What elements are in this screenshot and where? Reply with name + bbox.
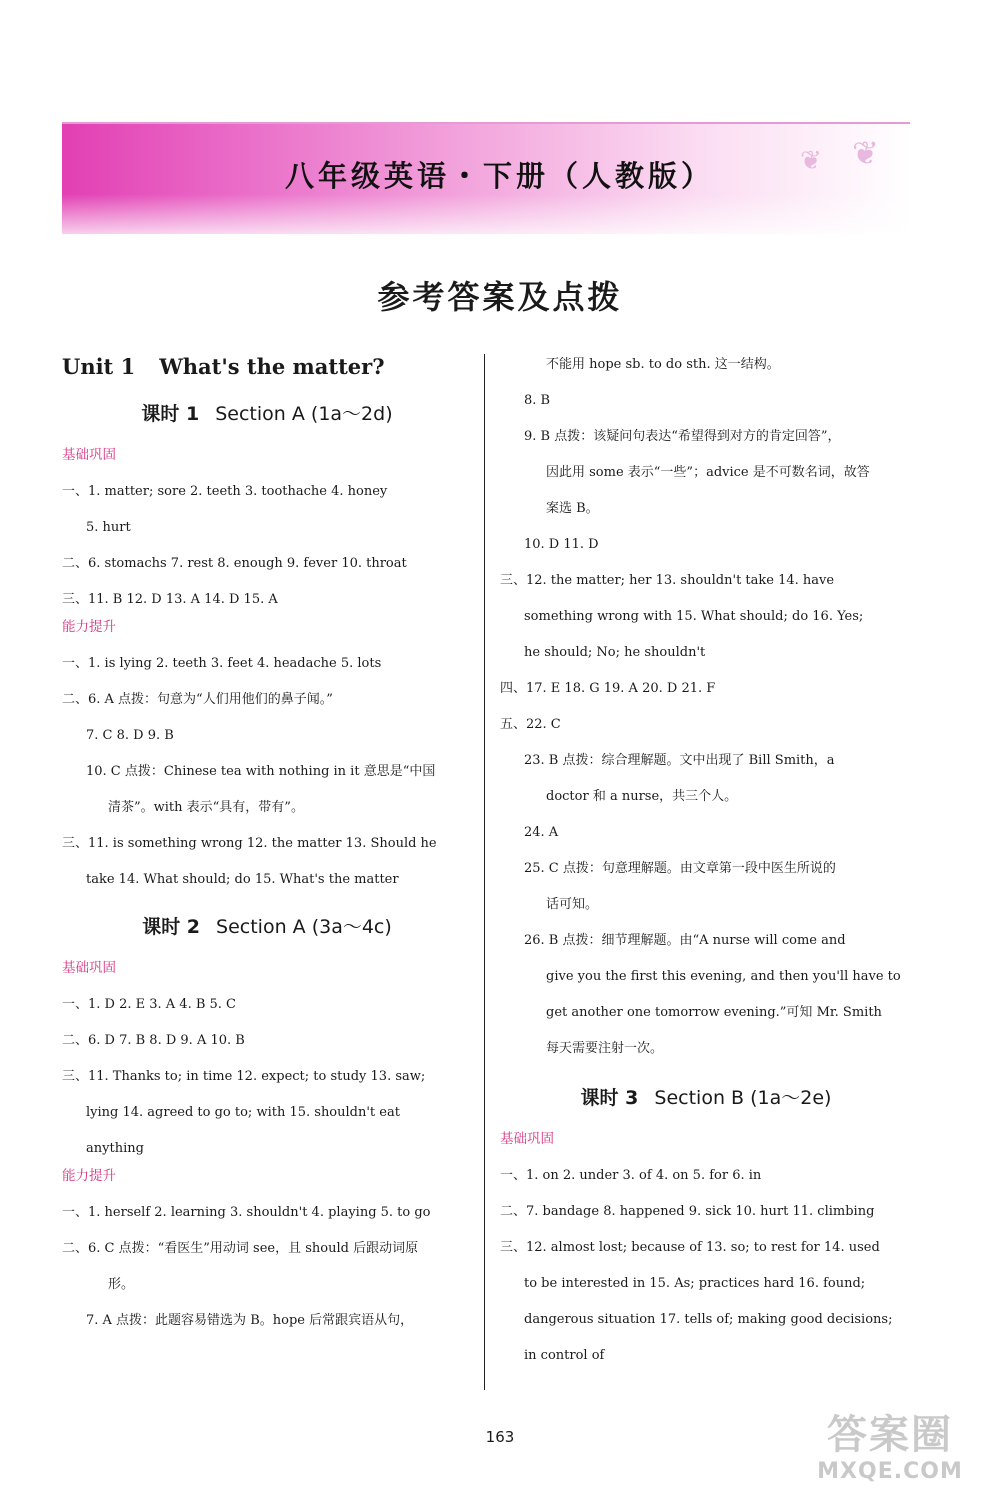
answer-line: dangerous situation 17. tells of; making good decisions; [524, 1312, 893, 1327]
answer-line: 一、1. D 2. E 3. A 4. B 5. C [62, 997, 237, 1012]
answer-line: 三、12. the matter; her 13. shouldn't take 14. have [500, 573, 835, 588]
answer-line: get another one tomorrow evening.”可知 Mr. Smith [546, 1005, 882, 1020]
butterfly-icon: ❦ [800, 146, 822, 176]
butterfly-icon: ❦ [852, 134, 879, 172]
answer-line: 话可知。 [546, 897, 599, 912]
watermark-domain: MXQE.COM [817, 1459, 963, 1484]
answer-line: 二、6. A 点拨：句意为“人们用他们的鼻子闻。” [62, 692, 333, 707]
answer-line: 26. B 点拨：细节理解题。由“A nurse will come and [524, 933, 846, 948]
answer-line: 二、6. D 7. B 8. D 9. A 10. B [62, 1033, 245, 1048]
answer-line: 10. D 11. D [524, 537, 599, 552]
answer-line: 二、6. stomachs 7. rest 8. enough 9. fever 10. throat [62, 556, 407, 571]
answer-line: something wrong with 15. What should; do 16. Yes; [524, 609, 864, 624]
answer-line: 每天需要注射一次。 [546, 1041, 664, 1056]
answer-line: 二、6. C 点拨：“看医生”用动词 see，且 should 后跟动词原 [62, 1241, 419, 1256]
subsection-basic: 基础巩固 [62, 960, 116, 976]
answer-line: 因此用 some 表示“一些”；advice 是不可数名词，故答 [546, 465, 870, 480]
answer-line: 23. B 点拨：综合理解题。文中出现了 Bill Smith，a [524, 753, 835, 768]
answer-line: to be interested in 15. As; practices hard 16. found; [524, 1276, 866, 1291]
answer-line: 一、1. herself 2. learning 3. shouldn't 4. playing 5. to go [62, 1205, 431, 1220]
lesson-number: 课时 2 [142, 916, 201, 938]
answer-line: give you the first this evening, and then you'll have to [546, 969, 901, 984]
lesson-section: Section A (1a～2d) [215, 403, 393, 425]
answer-line: he should; No; he shouldn't [524, 645, 706, 660]
banner-fade [62, 194, 910, 234]
column-divider [484, 354, 485, 1390]
answer-line: 24. A [524, 825, 559, 840]
page-number: 163 [485, 1428, 515, 1446]
answer-line: 三、11. is something wrong 12. the matter 13. Should he [62, 836, 437, 851]
lesson-section: Section B (1a～2e) [654, 1087, 832, 1109]
answer-line: 三、11. B 12. D 13. A 14. D 15. A [62, 592, 278, 607]
lesson-heading [62, 912, 472, 939]
answer-line: 9. B 点拨：该疑问句表达“希望得到对方的肯定回答”， [524, 429, 841, 444]
banner-title: 八年级英语・下册（人教版） [285, 159, 715, 193]
subsection-basic: 基础巩固 [62, 447, 116, 463]
answer-line: doctor 和 a nurse，共三个人。 [546, 789, 738, 804]
answer-line: 7. C 8. D 9. B [86, 728, 174, 743]
answer-line: 五、22. C [500, 717, 561, 732]
right-column [500, 347, 912, 1374]
unit-number: Unit 1 [62, 354, 136, 379]
answer-line: take 14. What should; do 15. What's the matter [86, 872, 399, 887]
lesson-section: Section A (3a～4c) [216, 916, 392, 938]
answer-line: in control of [524, 1348, 605, 1363]
lesson-number: 课时 1 [141, 403, 200, 425]
answer-line: lying 14. agreed to go to; with 15. shouldn't eat [86, 1105, 400, 1120]
subsection-basic: 基础巩固 [500, 1131, 554, 1147]
answer-line: 案选 B。 [546, 501, 599, 516]
answer-line: anything [86, 1141, 144, 1156]
subsection-ability: 能力提升 [62, 1168, 116, 1184]
answer-line: 形。 [108, 1277, 135, 1292]
answer-line: 二、7. bandage 8. happened 9. sick 10. hurt 11. climbing [500, 1204, 875, 1219]
lesson-number: 课时 3 [580, 1087, 639, 1109]
answer-line: 三、11. Thanks to; in time 12. expect; to study 13. saw; [62, 1069, 426, 1084]
watermark-text: 答案圈 [827, 1412, 953, 1458]
answer-line: 5. hurt [86, 520, 131, 535]
answer-line: 一、1. on 2. under 3. of 4. on 5. for 6. in [500, 1168, 762, 1183]
unit-heading [62, 354, 472, 379]
answer-line: 8. B [524, 393, 551, 408]
answer-line: 清茶”。with 表示“具有，带有”。 [108, 800, 304, 815]
answer-line: 一、1. is lying 2. teeth 3. feet 4. headache 5. lots [62, 656, 382, 671]
answer-line: 一、1. matter; sore 2. teeth 3. toothache 4. honey [62, 484, 388, 499]
left-column [62, 340, 472, 1339]
answer-line: 三、12. almost lost; because of 13. so; to rest for 14. used [500, 1240, 880, 1255]
page-title: 参考答案及点拨 [377, 278, 623, 316]
answer-line: 7. A 点拨：此题容易错选为 B。hope 后常跟宾语从句， [86, 1313, 414, 1328]
unit-title: What's the matter? [159, 354, 385, 379]
watermark-logo [800, 1410, 980, 1492]
answer-line: 四、17. E 18. G 19. A 20. D 21. F [500, 681, 716, 696]
subsection-ability: 能力提升 [62, 619, 116, 635]
answer-line: 10. C 点拨：Chinese tea with nothing in it 意思是“中国 [86, 764, 436, 779]
answer-line: 25. C 点拨：句意理解题。由文章第一段中医生所说的 [524, 861, 836, 876]
answer-line: 不能用 hope sb. to do sth. 这一结构。 [546, 357, 780, 372]
lesson-heading [62, 399, 472, 426]
lesson-heading [500, 1083, 912, 1110]
